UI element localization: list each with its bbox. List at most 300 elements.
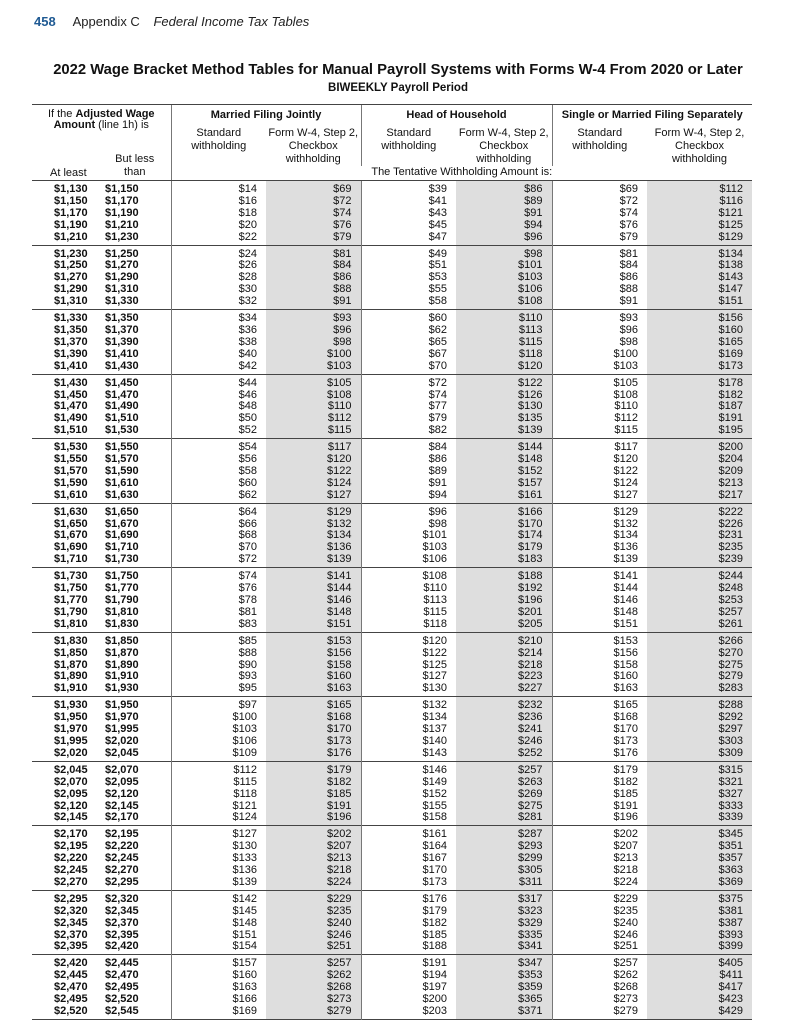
- table-cell: $41: [428, 194, 447, 207]
- bracket-block: [32, 439, 752, 504]
- single-standard-values: [552, 310, 647, 375]
- table-cell: $2,270: [105, 864, 139, 877]
- table-cell: $79: [428, 412, 447, 425]
- table-cell: $125: [718, 218, 743, 231]
- hoh-w4-values: [456, 826, 552, 891]
- hoh-w4-values: [456, 890, 552, 955]
- table-cell: $132: [327, 517, 352, 530]
- table-cell: $210: [518, 634, 543, 647]
- table-cell: $74: [619, 206, 638, 219]
- table-cell: $103: [422, 541, 447, 554]
- table-cell: $18: [238, 206, 257, 219]
- bracket-block: [32, 245, 752, 310]
- table-cell: $1,450: [54, 388, 88, 401]
- table-cell: $1,730: [105, 553, 139, 566]
- table-cell: $51: [428, 259, 447, 272]
- table-cell: $158: [613, 658, 638, 671]
- table-cell: $134: [327, 529, 352, 542]
- table-cell: $70: [428, 359, 447, 372]
- table-cell: $120: [327, 453, 352, 466]
- table-cell: $251: [613, 940, 638, 953]
- table-cell: $74: [238, 570, 257, 583]
- table-cell: $1,770: [105, 582, 139, 595]
- single-standard-values: [552, 761, 647, 826]
- table-cell: $103: [613, 359, 638, 372]
- table-cell: $22: [238, 230, 257, 243]
- mfj-standard-values: [171, 503, 266, 568]
- table-cell: $1,370: [105, 323, 139, 336]
- table-cell: $89: [524, 194, 543, 207]
- table-cell: $1,730: [54, 570, 88, 583]
- wage-label-bold: Adjusted Wage: [75, 108, 155, 120]
- table-cell: $134: [613, 529, 638, 542]
- table-cell: $166: [232, 993, 257, 1006]
- hoh-standard-values: [361, 310, 456, 375]
- table-cell: $132: [613, 517, 638, 530]
- table-cell: $96: [619, 323, 638, 336]
- single-w4-values: [647, 310, 752, 375]
- table-cell: $34: [238, 312, 257, 325]
- table-cell: $357: [718, 852, 743, 865]
- table-cell: $1,670: [54, 529, 88, 542]
- table-cell: $148: [327, 605, 352, 618]
- table-cell: $311: [518, 875, 543, 888]
- table-cell: $1,930: [54, 699, 88, 712]
- table-cell: $60: [238, 476, 257, 489]
- table-cell: $140: [422, 734, 447, 747]
- mfj-w4-values: [266, 890, 361, 955]
- table-cell: $1,550: [105, 441, 139, 454]
- but-less-values: [99, 374, 171, 439]
- table-cell: $257: [613, 957, 638, 970]
- table-cell: $1,995: [54, 734, 88, 747]
- table-cell: $153: [327, 634, 352, 647]
- table-cell: $168: [613, 711, 638, 724]
- table-cell: $124: [613, 476, 638, 489]
- table-cell: $115: [327, 424, 352, 437]
- table-cell: $139: [327, 553, 352, 566]
- table-cell: $273: [613, 993, 638, 1006]
- table-cell: $1,310: [105, 283, 139, 296]
- w4-line2: Checkbox: [479, 140, 529, 152]
- table-cell: $1,630: [105, 488, 139, 501]
- table-cell: $241: [518, 723, 543, 736]
- table-cell: $163: [613, 682, 638, 695]
- table-cell: $1,170: [54, 206, 88, 219]
- table-cell: $134: [422, 711, 447, 724]
- table-cell: $74: [428, 388, 447, 401]
- mfj-standard-header: [171, 122, 266, 166]
- table-cell: $44: [238, 376, 257, 389]
- table-cell: $303: [718, 734, 743, 747]
- but-less-values: [99, 826, 171, 891]
- table-cell: $1,790: [105, 594, 139, 606]
- table-cell: $262: [327, 969, 352, 982]
- table-cell: $321: [718, 775, 743, 788]
- table-cell: $100: [613, 347, 638, 360]
- bracket-block: [32, 503, 752, 568]
- table-cell: $2,270: [54, 875, 88, 888]
- table-cell: $156: [327, 646, 352, 659]
- hoh-w4-values: [456, 503, 552, 568]
- table-cell: $88: [238, 646, 257, 659]
- table-cell: $2,120: [105, 787, 139, 800]
- table-cell: $207: [613, 840, 638, 853]
- table-cell: $62: [428, 323, 447, 336]
- mfj-w4-values: [266, 761, 361, 826]
- mfj-w4-values: [266, 697, 361, 762]
- table-cell: $20: [238, 218, 257, 231]
- but-less-values: [99, 697, 171, 762]
- table-cell: $1,410: [54, 359, 88, 372]
- table-cell: $305: [518, 864, 543, 877]
- table-cell: $110: [327, 400, 352, 413]
- table-cell: $161: [422, 828, 447, 841]
- table-cell: $103: [232, 723, 257, 736]
- table-cell: $146: [422, 763, 447, 776]
- table-cell: $1,790: [54, 605, 88, 618]
- table-cell: $1,630: [54, 505, 88, 518]
- but-less-values: [99, 310, 171, 375]
- table-cell: $143: [718, 271, 743, 284]
- table-cell: $106: [232, 734, 257, 747]
- w4-line1: Form W-4, Step 2,: [268, 127, 359, 139]
- table-cell: $1,890: [105, 658, 139, 671]
- mfj-w4-header: [266, 122, 361, 166]
- table-cell: $246: [613, 928, 638, 941]
- table-cell: $103: [327, 359, 352, 372]
- hoh-standard-values: [361, 761, 456, 826]
- table-cell: $227: [518, 682, 543, 695]
- single-standard-values: [552, 181, 647, 246]
- table-cell: $134: [718, 247, 743, 260]
- bracket-block: [32, 568, 752, 633]
- table-cell: $178: [718, 376, 743, 389]
- table-cell: $91: [524, 206, 543, 219]
- table-cell: $179: [518, 541, 543, 554]
- table-cell: $359: [518, 981, 543, 994]
- table-cell: $113: [518, 323, 543, 336]
- table-cell: $1,510: [54, 424, 88, 437]
- table-cell: $145: [232, 904, 257, 917]
- hoh-standard-values: [361, 503, 456, 568]
- table-cell: $2,120: [54, 799, 88, 812]
- table-cell: $173: [327, 734, 352, 747]
- table-cell: $1,950: [54, 711, 88, 724]
- table-cell: $1,590: [54, 476, 88, 489]
- table-cell: $262: [613, 969, 638, 982]
- single-w4-values: [647, 697, 752, 762]
- mfj-w4-values: [266, 632, 361, 697]
- table-cell: $309: [718, 746, 743, 759]
- table-cell: $151: [718, 295, 743, 308]
- table-cell: $327: [718, 787, 743, 800]
- but-less-than-header: [99, 153, 171, 180]
- table-cell: $1,530: [54, 441, 88, 454]
- table-cell: $266: [718, 634, 743, 647]
- table-cell: $196: [613, 811, 638, 824]
- table-cell: $268: [613, 981, 638, 994]
- table-cell: $244: [718, 570, 743, 583]
- table-cell: $375: [718, 892, 743, 905]
- table-cell: $1,970: [54, 723, 88, 736]
- table-cell: $1,810: [105, 605, 139, 618]
- table-cell: $223: [518, 670, 543, 683]
- table-cell: $168: [327, 711, 352, 724]
- table-cell: $2,320: [54, 904, 88, 917]
- table-cell: $2,295: [105, 875, 139, 888]
- but-less-values: [99, 245, 171, 310]
- table-cell: $118: [423, 617, 447, 630]
- std-line1: Standard: [386, 127, 432, 139]
- table-cell: $84: [333, 259, 352, 272]
- table-cell: $98: [333, 335, 352, 348]
- mfj-standard-values: [171, 245, 266, 310]
- table-cell: $117: [614, 441, 638, 454]
- at-least-values: [32, 632, 99, 697]
- table-cell: $1,890: [54, 670, 88, 683]
- table-cell: $110: [518, 312, 543, 325]
- table-cell: $1,350: [54, 323, 88, 336]
- mfj-w4-values: [266, 310, 361, 375]
- table-cell: $387: [718, 916, 743, 929]
- table-cell: $160: [718, 323, 743, 336]
- single-standard-values: [552, 697, 647, 762]
- table-cell: $1,870: [54, 658, 88, 671]
- mfj-w4-values: [266, 568, 361, 633]
- table-cell: $88: [333, 283, 352, 296]
- table-cell: $154: [232, 940, 257, 953]
- table-cell: $1,750: [54, 582, 88, 595]
- table-cell: $341: [518, 940, 543, 953]
- table-cell: $91: [428, 476, 447, 489]
- w4-line2: Checkbox: [288, 140, 338, 152]
- table-cell: $76: [238, 582, 257, 595]
- table-cell: $173: [422, 875, 447, 888]
- table-cell: $2,245: [54, 864, 88, 877]
- table-cell: $200: [422, 993, 447, 1006]
- table-cell: $173: [613, 734, 638, 747]
- table-cell: $86: [428, 453, 447, 466]
- table-cell: $100: [327, 347, 352, 360]
- at-least-values: [32, 826, 99, 891]
- table-cell: $191: [718, 412, 743, 425]
- hoh-w4-values: [456, 181, 552, 246]
- table-cell: $257: [327, 957, 352, 970]
- table-cell: $2,220: [105, 840, 139, 853]
- table-cell: $165: [718, 335, 743, 348]
- table-cell: $93: [619, 312, 638, 325]
- table-cell: $229: [613, 892, 638, 905]
- at-least-values: [32, 955, 99, 1020]
- table-cell: $179: [327, 763, 352, 776]
- table-cell: $125: [422, 658, 447, 671]
- table-cell: $1,130: [54, 183, 88, 195]
- table-cell: $126: [518, 388, 543, 401]
- table-cell: $2,170: [54, 828, 88, 841]
- single-w4-values: [647, 955, 752, 1020]
- table-cell: $1,350: [105, 312, 139, 325]
- table-cell: $1,270: [105, 259, 139, 272]
- table-cell: $2,445: [105, 957, 139, 970]
- table-cell: $96: [333, 323, 352, 336]
- hoh-standard-values: [361, 697, 456, 762]
- table-cell: $112: [233, 763, 257, 776]
- bracket-block: [32, 181, 752, 246]
- table-cell: $2,370: [54, 928, 88, 941]
- table-cell: $112: [614, 412, 638, 425]
- table-cell: $1,510: [105, 412, 139, 425]
- bracket-block: [32, 890, 752, 955]
- table-cell: $14: [238, 183, 257, 195]
- table-cell: $1,290: [54, 283, 88, 296]
- table-cell: $98: [524, 247, 543, 260]
- table-cell: $323: [518, 904, 543, 917]
- table-cell: $122: [327, 464, 352, 477]
- table-cell: $1,950: [105, 699, 139, 712]
- table-cell: $81: [333, 247, 352, 260]
- table-cell: $86: [619, 271, 638, 284]
- table-cell: $1,410: [105, 347, 139, 360]
- table-cell: $158: [422, 811, 447, 824]
- table-cell: $1,210: [54, 230, 88, 243]
- table-cell: $124: [327, 476, 352, 489]
- table-cell: $269: [518, 787, 543, 800]
- table-cell: $115: [518, 335, 543, 348]
- table-cell: $2,020: [105, 734, 139, 747]
- group-single-or-mfs: Single or Married Filing Separately: [552, 105, 752, 122]
- std-line1: Standard: [196, 127, 242, 139]
- table-cell: $188: [518, 570, 543, 583]
- table-cell: $1,870: [105, 646, 139, 659]
- w4-line3: withholding: [285, 153, 341, 165]
- table-cell: $1,370: [54, 335, 88, 348]
- mfj-standard-values: [171, 310, 266, 375]
- at-least-values: [32, 181, 99, 246]
- table-cell: $2,195: [105, 828, 139, 841]
- table-cell: $67: [428, 347, 447, 360]
- table-cell: $56: [238, 453, 257, 466]
- single-w4-values: [647, 374, 752, 439]
- table-cell: $236: [518, 711, 543, 724]
- but-less-values: [99, 955, 171, 1020]
- table-cell: $2,070: [54, 775, 88, 788]
- table-cell: $197: [422, 981, 447, 994]
- group-head-of-household: Head of Household: [361, 105, 552, 122]
- table-cell: $196: [518, 594, 543, 606]
- table-cell: $127: [422, 670, 447, 683]
- hoh-standard-values: [361, 955, 456, 1020]
- table-cell: $293: [518, 840, 543, 853]
- table-cell: $1,650: [105, 505, 139, 518]
- table-cell: $2,195: [54, 840, 88, 853]
- but-less-values: [99, 890, 171, 955]
- table-cell: $110: [614, 400, 638, 413]
- table-cell: $142: [232, 892, 257, 905]
- table-cell: $155: [422, 799, 447, 812]
- table-cell: $153: [613, 634, 638, 647]
- table-cell: $176: [327, 746, 352, 759]
- table-cell: $275: [718, 658, 743, 671]
- table-cell: $129: [327, 505, 352, 518]
- table-cell: $194: [422, 969, 447, 982]
- mfj-w4-values: [266, 374, 361, 439]
- w4-line1: Form W-4, Step 2,: [654, 127, 745, 139]
- table-cell: $268: [327, 981, 352, 994]
- table-cell: $163: [232, 981, 257, 994]
- table-cell: $252: [518, 746, 543, 759]
- table-cell: $149: [422, 775, 447, 788]
- table-cell: $117: [327, 441, 352, 454]
- table-cell: $46: [238, 388, 257, 401]
- table-cell: $371: [518, 1005, 543, 1017]
- bracket-block: [32, 697, 752, 762]
- table-cell: $423: [718, 993, 743, 1006]
- table-cell: $1,490: [105, 400, 139, 413]
- table-cell: $120: [613, 453, 638, 466]
- hoh-w4-values: [456, 761, 552, 826]
- table-cell: $28: [238, 271, 257, 284]
- table-cell: $143: [422, 746, 447, 759]
- single-standard-header: [552, 122, 647, 166]
- table-cell: $98: [428, 517, 447, 530]
- hoh-standard-values: [361, 826, 456, 891]
- table-cell: $429: [718, 1005, 743, 1017]
- table-cell: $417: [718, 981, 743, 994]
- table-cell: $1,710: [54, 553, 88, 566]
- table-cell: $185: [327, 787, 352, 800]
- single-standard-values: [552, 632, 647, 697]
- table-cell: $195: [718, 424, 743, 437]
- table-cell: $118: [518, 347, 543, 360]
- table-cell: $85: [238, 634, 257, 647]
- table-cell: $93: [333, 312, 352, 325]
- table-cell: $141: [613, 570, 638, 583]
- table-cell: $32: [238, 295, 257, 308]
- table-cell: $47: [428, 230, 447, 243]
- table-cell: $363: [718, 864, 743, 877]
- table-cell: $50: [238, 412, 257, 425]
- single-standard-values: [552, 374, 647, 439]
- table-cell: $1,970: [105, 711, 139, 724]
- table-cell: $42: [238, 359, 257, 372]
- at-least-values: [32, 568, 99, 633]
- table-cell: $139: [232, 875, 257, 888]
- table-cell: $240: [327, 916, 352, 929]
- table-cell: $196: [327, 811, 352, 824]
- table-cell: $1,490: [54, 412, 88, 425]
- single-standard-values: [552, 955, 647, 1020]
- wage-label-prefix: If the: [47, 108, 76, 120]
- table-cell: $222: [718, 505, 743, 518]
- mfj-w4-values: [266, 503, 361, 568]
- table-cell: $166: [518, 505, 543, 518]
- mfj-w4-values: [266, 826, 361, 891]
- table-cell: $91: [619, 295, 638, 308]
- table-cell: $239: [718, 553, 743, 566]
- table-cell: $176: [422, 892, 447, 905]
- table-cell: $2,095: [54, 787, 88, 800]
- mfj-standard-values: [171, 374, 266, 439]
- table-cell: $200: [718, 441, 743, 454]
- table-cell: $169: [232, 1005, 257, 1017]
- table-cell: $1,910: [105, 670, 139, 683]
- table-cell: $112: [719, 183, 743, 195]
- table-cell: $2,220: [54, 852, 88, 865]
- table-cell: $77: [428, 400, 447, 413]
- hoh-w4-values: [456, 245, 552, 310]
- single-w4-header: [647, 122, 752, 166]
